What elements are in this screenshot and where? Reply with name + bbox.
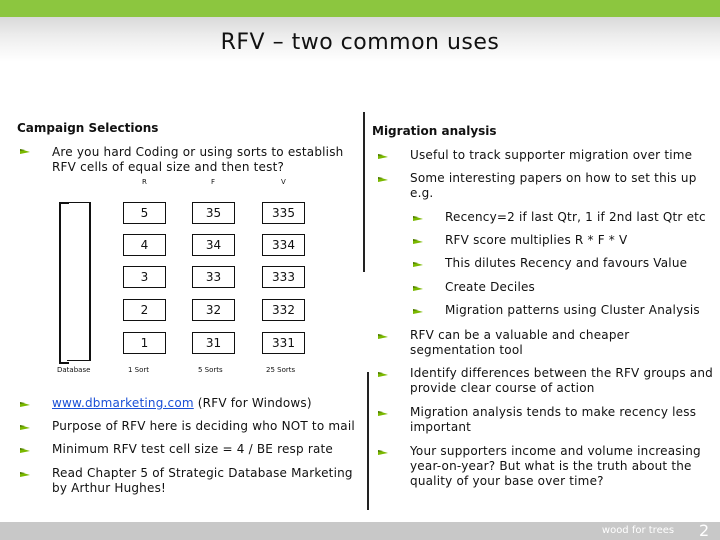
label-5-sorts: 5 Sorts bbox=[198, 366, 223, 374]
campaign-selections-heading: Campaign Selections bbox=[17, 121, 159, 135]
label-database: Database bbox=[57, 366, 91, 374]
cell-f: 32 bbox=[192, 299, 235, 321]
bullet-min-cell-size: Minimum RFV test cell size = 4 / BE resp rate bbox=[52, 442, 334, 456]
bullet-purpose: Purpose of RFV here is deciding who NOT to mail bbox=[52, 419, 355, 433]
subbullet-recency: Recency=2 if last Qtr, 1 if 2nd last Qtr etc bbox=[445, 210, 706, 224]
database-bracket bbox=[59, 202, 69, 364]
bullet-interesting-papers: Some interesting papers on how to set this up e.g. bbox=[410, 171, 697, 200]
leaf-bullet-icon bbox=[377, 333, 389, 340]
cell-v: 334 bbox=[262, 234, 305, 256]
leaf-bullet-icon bbox=[412, 215, 424, 222]
leaf-bullet-icon bbox=[377, 410, 389, 417]
subbullet-cluster-analysis: Migration patterns using Cluster Analysis bbox=[445, 303, 700, 317]
leaf-bullet-icon bbox=[19, 471, 31, 478]
subbullet-create-deciles: Create Deciles bbox=[445, 280, 536, 294]
slide-title: RFV – two common uses bbox=[220, 30, 500, 55]
header-accent-bar bbox=[0, 0, 720, 17]
cell-r: 3 bbox=[123, 266, 166, 288]
link-suffix: (RFV for Windows) bbox=[193, 396, 312, 410]
label-1-sort: 1 Sort bbox=[128, 366, 150, 374]
cell-r: 1 bbox=[123, 332, 166, 354]
bracket-line-bottom bbox=[67, 360, 89, 361]
leaf-bullet-icon bbox=[412, 238, 424, 245]
column-divider bbox=[363, 112, 365, 272]
header-v: V bbox=[281, 178, 286, 186]
leaf-bullet-icon bbox=[377, 176, 389, 183]
cell-v: 332 bbox=[262, 299, 305, 321]
cell-v: 333 bbox=[262, 266, 305, 288]
rfv-sort-diagram bbox=[55, 176, 360, 376]
leaf-bullet-icon bbox=[377, 371, 389, 378]
bullet-recency-less-important: Migration analysis tends to make recency less important bbox=[410, 405, 697, 434]
cell-f: 33 bbox=[192, 266, 235, 288]
cell-v: 331 bbox=[262, 332, 305, 354]
leaf-bullet-icon bbox=[412, 261, 424, 268]
header-f: F bbox=[211, 178, 216, 186]
leaf-bullet-icon bbox=[19, 401, 31, 408]
column-divider-lower bbox=[367, 372, 369, 510]
cell-v: 335 bbox=[262, 202, 305, 224]
cell-r: 4 bbox=[123, 234, 166, 256]
cell-f: 35 bbox=[192, 202, 235, 224]
leaf-bullet-icon bbox=[19, 148, 31, 155]
bullet-read-chapter: Read Chapter 5 of Strategic Database Marketing by Arthur Hughes! bbox=[52, 466, 353, 495]
bullet-valuable-tool: RFV can be a valuable and cheaper segmentation tool bbox=[410, 328, 630, 357]
bracket-line-top bbox=[67, 202, 89, 203]
leaf-bullet-icon bbox=[19, 447, 31, 454]
cell-f: 34 bbox=[192, 234, 235, 256]
leaf-bullet-icon bbox=[377, 153, 389, 160]
page-number: 2 bbox=[699, 521, 710, 540]
leaf-bullet-icon bbox=[412, 285, 424, 292]
label-25-sorts: 25 Sorts bbox=[266, 366, 296, 374]
migration-analysis-heading: Migration analysis bbox=[372, 124, 497, 138]
subbullet-dilutes-recency: This dilutes Recency and favours Value bbox=[445, 256, 688, 270]
leaf-bullet-icon bbox=[377, 449, 389, 456]
sort-separator-line bbox=[89, 202, 91, 361]
leaf-bullet-icon bbox=[19, 424, 31, 431]
cell-r: 5 bbox=[123, 202, 166, 224]
bullet-hard-coding: Are you hard Coding or using sorts to establish RFV cells of equal size and then test? bbox=[52, 145, 344, 174]
header-r: R bbox=[142, 178, 147, 186]
bullet-supporters-income: Your supporters income and volume increasing year-on-year? But what is the truth about the quality of your base over time? bbox=[410, 444, 701, 488]
leaf-bullet-icon bbox=[412, 308, 424, 315]
dbmarketing-link[interactable]: www.dbmarketing.com bbox=[52, 396, 194, 410]
bullet-dbmarketing bbox=[52, 396, 352, 411]
cell-r: 2 bbox=[123, 299, 166, 321]
subbullet-rfv-score: RFV score multiplies R * F * V bbox=[445, 233, 628, 247]
footer-brand: wood for trees bbox=[601, 525, 675, 536]
cell-f: 31 bbox=[192, 332, 235, 354]
bullet-track-migration: Useful to track supporter migration over time bbox=[410, 148, 693, 162]
bullet-identify-differences: Identify differences between the RFV groups and provide clear course of action bbox=[410, 366, 713, 395]
